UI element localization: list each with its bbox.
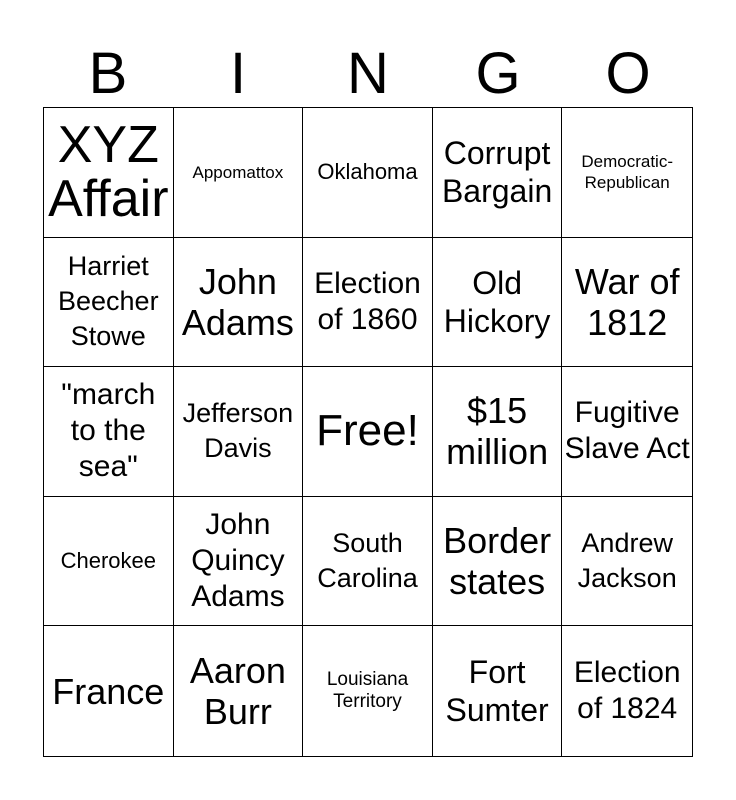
bingo-cell-r1-c2[interactable]: Appomattox bbox=[174, 108, 304, 238]
bingo-cell-r3-c2[interactable]: Jefferson Davis bbox=[174, 367, 304, 497]
bingo-cell-r3-c5[interactable]: Fugitive Slave Act bbox=[562, 367, 692, 497]
bingo-cell-r4-c1[interactable]: Cherokee bbox=[44, 497, 174, 627]
bingo-cell-r2-c4[interactable]: Old Hickory bbox=[433, 238, 563, 368]
bingo-cell-r1-c4[interactable]: Corrupt Bargain bbox=[433, 108, 563, 238]
bingo-cell-r5-c4[interactable]: Fort Sumter bbox=[433, 626, 563, 756]
bingo-cell-r5-c1[interactable]: France bbox=[44, 626, 174, 756]
bingo-cell-r5-c2[interactable]: Aaron Burr bbox=[174, 626, 304, 756]
bingo-board bbox=[43, 107, 693, 757]
bingo-cell-r1-c5[interactable]: Democratic-Republican bbox=[562, 108, 692, 238]
header-letter-i: I bbox=[229, 41, 247, 106]
bingo-cell-r2-c5[interactable]: War of 1812 bbox=[562, 238, 692, 368]
bingo-cell-r5-c3[interactable]: Louisiana Territory bbox=[303, 626, 433, 756]
bingo-cell-r4-c3[interactable]: South Carolina bbox=[303, 497, 433, 627]
header-letter-n: N bbox=[347, 41, 389, 106]
bingo-cell-r3-c1[interactable]: "march to the sea" bbox=[44, 367, 174, 497]
header-letter-o: O bbox=[605, 41, 651, 106]
bingo-header bbox=[43, 40, 693, 108]
bingo-cell-r3-c3-free[interactable]: Free! bbox=[303, 367, 433, 497]
bingo-cell-r2-c1[interactable]: Harriet Beecher Stowe bbox=[44, 238, 174, 368]
bingo-cell-r1-c1[interactable]: XYZ Affair bbox=[44, 108, 174, 238]
bingo-cell-r4-c2[interactable]: John Quincy Adams bbox=[174, 497, 304, 627]
bingo-cell-r2-c3[interactable]: Election of 1860 bbox=[303, 238, 433, 368]
bingo-cell-r3-c4[interactable]: $15 million bbox=[433, 367, 563, 497]
bingo-cell-r2-c2[interactable]: John Adams bbox=[174, 238, 304, 368]
bingo-cell-r5-c5[interactable]: Election of 1824 bbox=[573, 656, 681, 726]
header-letter-b: B bbox=[88, 41, 128, 106]
bingo-cell-r4-c5[interactable]: Andrew Jackson bbox=[562, 497, 692, 627]
bingo-cell-r1-c3[interactable]: Oklahoma bbox=[303, 108, 433, 238]
header-letter-g: G bbox=[475, 41, 521, 106]
bingo-cell-r4-c4[interactable]: Border states bbox=[433, 497, 563, 627]
